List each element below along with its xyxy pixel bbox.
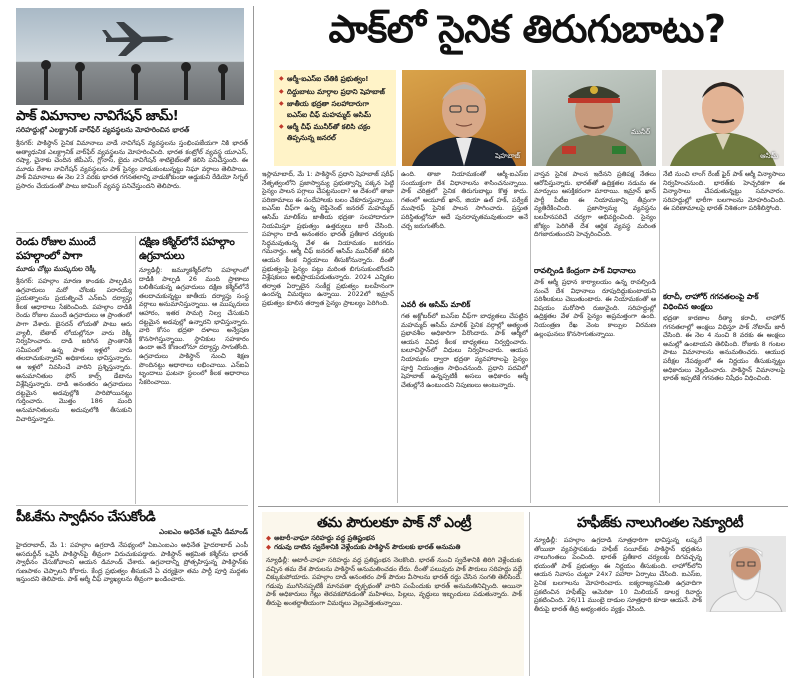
portrait-illustration bbox=[706, 536, 786, 612]
portrait-illustration bbox=[532, 70, 656, 166]
center-story-col4b: భద్రతా కారణాల రీత్యా కరాచీ, లాహోర్ గగనతలాల్లో ఆంక్షలు విధిస్తూ పాక్ నోటామ్ జారీ చేసింది. ఈ నెల 4 నుంచి 8 వరకు ఈ ఆంక్షలు అమల్లో ఉంటాయని తెలిపింది. రోజుకు 8 గంటల పాటు విమానాలను అనుమతించరు. ఆయుధ పరీక్షల నేపథ్యంలో ఈ నిర్ణయం తీసుకున్నట్టు అధికారులు వెల్లడించారు. పాకిస్థాన్ విమానాలపై భారత్ ఇప్పటికే గగనతల నిషేధం విధించింది. bbox=[663, 314, 785, 383]
hafiz-photo bbox=[706, 536, 786, 612]
left-mid-a-body: శ్రీనగర్: పహల్గాం మారణ కాండకు పాల్పడిన ఉగ్రవాదులు మరో చోటకు పరారయ్యే ప్రయత్నాలను ప్రయత్నించే ఎన్‌ఐఏ దర్యాప్తు కీలక ఆధారాలు సేకరించింది. పహల్గాం దాడికి రెండు రోజుల ముందే ఉగ్రవాదులు ఆ ప్రాంతంలో పాగా వేశారు. బైసరన్ లోయతో పాటు ఆరు వ్యాలీ, బేతాబ్ లోయల్లోనూ వారు రెక్కీ నిర్వహించారు. దాడి జరిగిన ప్రాంతానికి సమీపంలో ఉన్న పాత ఇళ్లలో వారు తలదాచుకున్నారని అధికారులు భావిస్తున్నారు. ఆ ఇళ్లలో నివసించే వారిని ప్రశ్నిస్తున్నారు. అనుమానితుల ఫోన్ కాల్స్ డేటాను విశ్లేషిస్తున్నారు. దాడి అనంతరం ఉగ్రవాదులు దట్టమైన అడవుల్లోకి పారిపోయినట్టు గుర్తించారు. మొత్తం 186 మంది అనుమానితులను అదుపులోకి తీసుకుని విచారిస్తున్నారు. bbox=[16, 277, 132, 423]
center-story-col3b: పాక్ ఆర్మీ ప్రధాన కార్యాలయం ఉన్న రావల్పిండి నుంచే దేశ విధానాలు రూపుదిద్దుకుంటాయని పరిశీలకులు చెబుతుంటారు. ఈ నియామకంతో ఆ విషయం మరోసారి రుజువైంది. సరిహద్దుల్లో ఉద్రిక్తతల వేళ పాక్ సైన్యం అప్రమత్తంగా ఉంది. నియంత్రణ రేఖ వెంట కాల్పుల విరమణ ఉల్లంఘనలు కొనసాగుతున్నాయి. bbox=[534, 278, 656, 338]
center-story-subhead-2: రావల్పిండి కేంద్రంగా పాక్ విధానాలు bbox=[534, 266, 636, 275]
center-story-col4: నేటి నుంచి లాంగ్ రేంజ్ ఫైర్ పాక్ ఆర్మీ విన్యాసాలు నిర్వహించనుంది. భారత్‌కు హెచ్చరికగా ఈ విన్యాసాలు చేపడుతున్నట్టు సమాచారం. సరిహద్దుల్లో భారీగా బలగాలను మోహరించింది. ఈ పరిణామాలపై భారత్ నిశితంగా పరిశీలిస్తోంది. bbox=[663, 170, 785, 213]
center-story-col2-wrap bbox=[401, 170, 528, 503]
main-bullet: ◆ జాతీయ భద్రతా సలహాదారుగా ఐఎస్‌ఐ చీఫ్ మహమ్మద్ ఆసిమ్ bbox=[279, 99, 391, 120]
bottom-center-bullet: ◆ గడువు దాటిన స్వదేశానికి వెళ్లేందుకు పాకిస్థాన్ పౌరులకు భారత్ అనుమతి bbox=[266, 543, 461, 551]
main-headline: పాక్‌లో సైనిక తిరుగుబాటు? bbox=[328, 7, 726, 51]
main-bullet: ◆ ఆర్మీ-ఐఎస్‌ఐ చేతికి ప్రభుత్వం! bbox=[279, 74, 391, 85]
left-mid-a-headline: రెండు రోజుల ముందే పహల్గాంలో పాగా bbox=[16, 236, 96, 262]
center-story-col2: ఉంది. తాజా నియామకంతో ఆర్మీ-ఐఎస్‌ఐ సంయుక్తంగా దేశ విధానాలను శాసించనున్నాయి. పాక్ చరిత్రలో సైనిక తిరుగుబాట్లు కొత్త కాదు. గతంలో అయూబ్ ఖాన్, జియా ఉల్ హక్, పర్వేజ్ ముషారఫ్ సైనిక పాలన సాగించారు. ప్రస్తుత పరిస్థితుల్లోనూ అదే పునరావృతమవుతుందా అనే చర్చ జరుగుతోంది. bbox=[401, 170, 528, 230]
left-bottom-headline: పీఓకేను స్వాధీనం చేసుకోండి bbox=[16, 509, 156, 525]
left-top-headline: పాక్ విమానాల నావిగేషన్ జామ్! bbox=[16, 108, 179, 124]
shehbaz-label: షెహబాజ్ bbox=[495, 152, 520, 160]
center-story-subhead-3: కరాచీ, లాహోర్ గగనతలంపై పాక్ విధించిన ఆంక్షలు bbox=[663, 292, 759, 311]
center-story-col3-wrap bbox=[534, 170, 656, 503]
asim-photo bbox=[662, 70, 784, 166]
left-bottom-body: హైదరాబాద్, మే 1: పహల్గాం ఉగ్రదాడి నేపథ్యంలో ఏఐఎంఐఎం అధినేత హైదరాబాద్ ఎంపీ అసదుద్దీన్ ఒవైసీ పాకిస్థాన్‌పై తీవ్రంగా విరుచుకుపడ్డారు. పాకిస్థాన్ ఆక్రమిత కశ్మీర్‌ను భారత్ స్వాధీనం చేసుకోవాలని ఆయన డిమాండ్ చేశారు. ఉగ్రవాదాన్ని ప్రోత్సహిస్తున్న పాకిస్థాన్‌కు గుణపాఠం చెప్పాలని కోరారు. కేంద్ర ప్రభుత్వం తీసుకునే ఏ చర్యకైనా తమ పార్టీ పూర్తి మద్దతు ఇస్తుందని తెలిపారు. పాక్ ఆర్మీ చీఫ్ వ్యాఖ్యలను తీవ్రంగా ఖండించారు. bbox=[16, 541, 248, 584]
center-story-col4-wrap bbox=[663, 170, 785, 503]
center-story-col3: వాస్తవ సైనిక పాలన ఇదేనని ప్రతిపక్ష నేతలు ఆరోపిస్తున్నారు. భారత్‌తో ఉద్రిక్తతల నడుమ ఈ మార్పులు ఆసక్తికరంగా మారాయి. ఇమ్రాన్ ఖాన్ పార్టీ పీటీఐ ఈ నియామకాన్ని తీవ్రంగా వ్యతిరేకించింది. ప్రజాస్వామ్య వ్యవస్థను బలహీనపరిచే చర్యగా అభివర్ణించింది. సైన్యం జోక్యం పెరిగితే దేశ ఆర్థిక వ్యవస్థ మరింత దిగజారుతుందని హెచ్చరించింది. bbox=[534, 170, 656, 239]
center-story-col1: ఇస్లామాబాద్, మే 1: పాకిస్థాన్ ప్రధాని షెహబాజ్ షరీఫ్ నేతృత్వంలోని ప్రజాస్వామ్య ప్రభుత్వాన్ని పక్కన పెట్టి సైన్యం పాలన పగ్గాలు చేపట్టనుందా? ఆ దేశంలో తాజా పరిణామాలు ఈ సందేహాలకు బలం చేకూరుస్తున్నాయి. ఐఎస్‌ఐ చీఫ్‌గా ఉన్న లెఫ్టినెంట్ జనరల్ మహమ్మద్ ఆసిమ్ మాలిక్‌ను జాతీయ భద్రతా సలహాదారుగా నియమిస్తూ ప్రభుత్వం ఉత్తర్వులు జారీ చేసింది. పహల్గాం దాడి అనంతరం భారత్ ప్రతీకార చర్యలకు సిద్ధమవుతున్న వేళ ఈ నియామకం జరగడం గమనార్హం. ఆర్మీ చీఫ్ జనరల్ ఆసిమ్ మునీర్‌తో కలిసి ఆయన కీలక నిర్ణయాలు తీసుకోనున్నారు. దీంతో ప్రభుత్వంపై సైన్యం పట్టు మరింత బిగుసుకుంటోందని విశ్లేషకులు అభిప్రాయపడుతున్నారు. 2024 ఎన్నికల తర్వాత ఏర్పాటైన సంకీర్ణ ప్రభుత్వం బలహీనంగా ఉందన్న విమర్శలు ఉన్నాయి. 2022లో ఇమ్రాన్ ప్రభుత్వం కూలిన తర్వాత సైన్యం ప్రాబల్యం పెరిగింది. bbox=[262, 170, 394, 307]
bottom-right-body-top: న్యూఢిల్లీ: పహల్గాం ఉగ్రదాడి సూత్రధారిగా భావిస్తున్న లష్కరే తోయిబా వ్యవస్థాపకుడు హఫీజ్ సయీద్‌కు పాకిస్థాన్ భద్రతను నాలుగింతలు పెంచింది. భారత్ ప్రతీకార చర్యలకు దిగవచ్చన్న భయంతో పాక్ ప్రభుత్వం ఈ నిర్ణయం తీసుకుంది. లాహోర్‌లోని ఆయన నివాసం చుట్టూ 24x7 పహారా ఏర్పాటు చేసింది. ఐఎస్‌ఐ, సైనిక బలగాలను మోహరించారు. ఐక్యరాజ్యసమితి ఉగ్రవాదిగా ప్రకటించిన హఫీజ్‌పై అమెరికా 10 మిలియన్ డాలర్ల రివార్డు ప్రకటించింది. 26/11 ముంబై దాడుల సూత్రధారి కూడా ఆయనే. పాక్ తీరుపై భారత్ తీవ్ర అభ్యంతరం వ్యక్తం చేసింది. bbox=[534, 536, 702, 613]
main-bullet: ◆ ఆర్మీ చీఫ్ మునీర్‌తో కలిసి చక్రం తిప్పనున్న జనరల్ bbox=[279, 122, 391, 143]
left-bottom-subheadline: ఎంఐఎం అధినేత ఒవైసీ డిమాండ్ bbox=[159, 528, 248, 536]
munir-photo bbox=[532, 70, 656, 166]
main-bullets-box bbox=[274, 70, 396, 166]
airplane-illustration bbox=[16, 8, 244, 105]
bottom-center-headline: తమ పౌరులకూ పాక్ నో ఎంట్రీ bbox=[317, 515, 471, 531]
bottom-center-bullets bbox=[266, 534, 522, 552]
center-story-subhead-1: ఎవరీ ఈ ఆసిమ్ మాలిక్ bbox=[401, 300, 471, 309]
left-top-subheadline: సరిహద్దుల్లో ఎలక్ట్రానిక్ వార్‌ఫేర్ వ్యవస్థలను మోహరించిన భారత్ bbox=[16, 126, 190, 134]
munir-label: మునీర్ bbox=[631, 128, 650, 136]
bottom-center-bullet: ◆ అటారీ-వాఘా సరిహద్దు వద్ద ప్రతిష్టంభన bbox=[266, 534, 375, 542]
left-top-body: శ్రీనగర్: పాకిస్థాన్ సైనిక విమానాలు వాడే నావిగేషన్ వ్యవస్థలను స్తంభింపజేయగా నికి భారత్ అత్యాధునిక ఎలక్ట్రానిక్ వార్‌ఫేర్ వ్యవస్థలను మోహరించింది. భారత కంట్రోల్ వ్యవస్థ యూఎస్, రష్యా, చైనాకు చెందిన జీపీఎస్, గ్లోనాస్, బైదు నావిగేషన్ శాటిలైట్‌లతో కలిసి పనిచేస్తుంది. ఈ మూడు దేశాల నావిగేషన్ వ్యవస్థలను పాక్ సైన్యం వాడుకుంటున్నట్టు నిఘా వర్గాలు తెలిపాయి. పాక్ విమానాలు ఈ నెల 23 వరకు భారత గగనతలాన్ని వాడుకోకుండా అడ్డుకుని రేడియో సిగ్నల్ ప్రసారం చేయడంతో పాటు జామింగ్ వ్యవస్థ పనిచేస్తుందని తెలిపారు. bbox=[16, 139, 248, 190]
bottom-right-headline: హఫీజ్‌కు నాలుగింతల సెక్యూరిటీ bbox=[576, 515, 744, 531]
main-bullet: ◆ దిద్దుబాటు మార్గాల ప్రధాని షెహబాజ్ bbox=[279, 87, 391, 98]
airport-photo bbox=[16, 8, 244, 105]
left-mid-b-body: న్యూఢిల్లీ: జమ్మూకశ్మీర్‌లోని పహల్గాంలో దాడికి పాల్పడి 26 మంది ప్రాణాలు బలితీసుకున్న ఉగ్రవాదులు దక్షిణ కశ్మీర్‌లోనే తలదాచుకున్నట్టు జాతీయ దర్యాప్తు సంస్థ వర్గాలు అనుమానిస్తున్నాయి. ఆ ముష్కరులు ఆహారం, ఇతర సామగ్రి నిల్వ చేసుకుని దట్టమైన అడవుల్లో ఉన్నారని భావిస్తున్నారు. వారి కోసం భద్రతా దళాలు అన్వేషణ కొనసాగిస్తున్నాయి. స్థానికుల సహకారం ఉందా అనే కోణంలోనూ దర్యాప్తు సాగుతోంది. ఉగ్రవాదులు పాకిస్థాన్ నుంచి శిక్షణ పొందినట్టు ఆధారాలు లభించాయి. ఎన్‌ఐఏ బృందాలు ఘటనా స్థలంలో కీలక ఆధారాలు సేకరించాయి. bbox=[139, 266, 249, 386]
bottom-center-body: న్యూఢిల్లీ: అటారీ-వాఘా సరిహద్దు వద్ద ప్రతిష్టంభన నెలకొంది. భారత్ నుంచి స్వదేశానికి తిరిగి వెళ్లేందుకు వచ్చిన తమ దేశ పౌరులను పాకిస్థాన్ అనుమతించడం లేదు. దీంతో పలువురు పాక్ పౌరులు సరిహద్దు వద్దే చిక్కుకుపోయారు. పహల్గాం దాడి అనంతరం పాక్ పౌరుల వీసాలను భారత్ రద్దు చేసిన సంగతి తెలిసిందే. గడువు ముగిసినప్పటికీ మానవతా దృక్పథంతో వారిని పంపేందుకు భారత్ అనుమతినిచ్చింది. అయినా పాక్ అధికారులు గేట్లు తెరవకపోవడంతో మహిళలు, పిల్లలు, వృద్ధులు ఇబ్బందులు పడుతున్నారు. పాక్ తీరుపై అంతర్జాతీయంగా విమర్శలు వెల్లువెత్తుతున్నాయి. bbox=[266, 556, 522, 607]
left-mid-b-headline: దక్షిణ కశ్మీర్‌లోనే పహల్గాం ఉగ్రవాదులు bbox=[139, 236, 235, 262]
left-mid-a-subheadline: మూడు చోట్లు ముష్కరుల రెక్కీ bbox=[16, 265, 97, 273]
center-story-col2b: గత అక్టోబర్‌లో ఐఎస్‌ఐ చీఫ్‌గా బాధ్యతలు చేపట్టిన మహమ్మద్ ఆసిమ్ మాలిక్ సైనిక వర్గాల్లో అత్యంత ప్రభావశీల అధికారిగా పేరొందారు. పాక్ ఆర్మీలో ఆయన వివిధ కీలక బాధ్యతలు నిర్వర్తించారు. బలూచిస్థాన్‌లో విధులు నిర్వహించారు. ఆయన నియామకం ద్వారా భద్రతా వ్యవహారాలపై సైన్యం పూర్తి నియంత్రణ సాధించనుంది. ప్రధాని పదవిలో షెహబాజ్ ఉన్నప్పటికీ అసలు అధికారం ఆర్మీ చేతుల్లోనే ఉంటుందని నిపుణులు అంటున్నారు. bbox=[401, 312, 528, 389]
asim-label: ఆసిమ్ bbox=[760, 152, 778, 160]
shehbaz-photo bbox=[402, 70, 526, 166]
